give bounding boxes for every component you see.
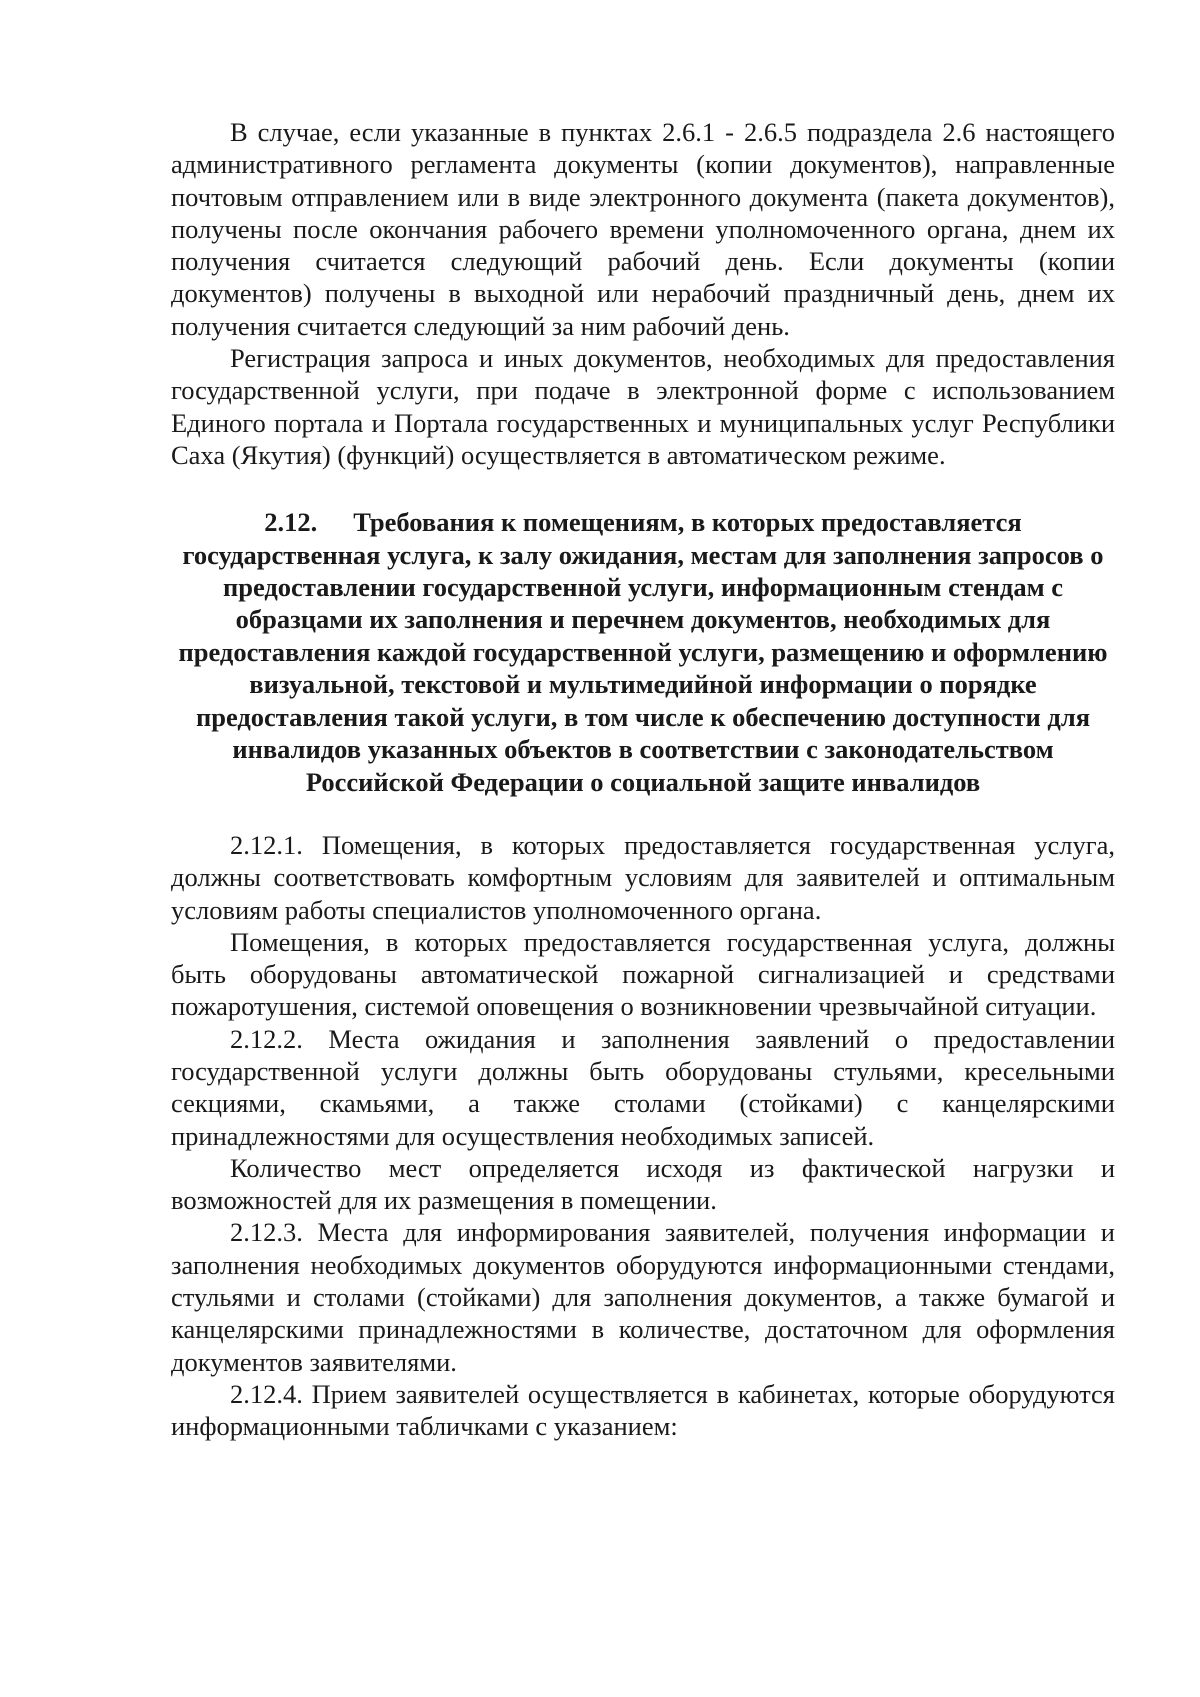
- paragraph-seat-count: Количество мест определяется исходя из фактической нагрузки и возможностей для их размещения в помещении.: [171, 1152, 1115, 1216]
- section-number: 2.12.: [264, 507, 318, 538]
- paragraph-fire-safety: Помещения, в которых предоставляется государственная услуга, должны быть оборудованы автоматической пожарной сигнализацией и средствами пожаротушения, системой оповещения о возникновении чрезвычайной ситуации.: [171, 926, 1115, 1022]
- document-body: [171, 116, 1115, 1443]
- paragraph-2-12-2: 2.12.2. Места ожидания и заполнения заявлений о предоставлении государственной услуги должны быть оборудованы стульями, кресельными секциями, скамьями, а также столами (стойками) с канцелярскими принадлежностями для осуществления необходимых записей.: [171, 1023, 1115, 1151]
- paragraph-2-12-3: 2.12.3. Места для информирования заявителей, получения информации и заполнения необходимых документов оборудуются информационными стендами, стульями и столами (стойками) для заполнения документов, а также бумагой и канцелярскими принадлежностями в количестве, достаточном для оформления документов заявителями.: [171, 1217, 1115, 1377]
- paragraph-2-12-4: 2.12.4. Прием заявителей осуществляется в кабинетах, которые оборудуются информационными табличками с указанием:: [171, 1378, 1115, 1442]
- paragraph-registration-deadline: В случае, если указанные в пунктах 2.6.1 - 2.6.5 подраздела 2.6 настоящего административного регламента документы (копии документов), направленные почтовым отправлением или в виде электронного документа (пакета документов), получены после окончания рабочего времени уполномоченного органа, днем их получения считается следующий рабочий день. Если документы (копии документов) получены в выходной или нерабочий праздничный день, днем их получения считается следующий за ним рабочий день.: [171, 117, 1115, 341]
- paragraph-electronic-registration: Регистрация запроса и иных документов, необходимых для предоставления государственной услуги, при подаче в электронной форме с использованием Единого портала и Портала государственных и муниципальных услуг Республики Саха (Якутия) (функций) осуществляется в автоматическом режиме.: [171, 343, 1115, 470]
- section-heading: [171, 506, 1115, 798]
- paragraph-2-12-1: 2.12.1. Помещения, в которых предоставляется государственная услуга, должны соответствовать комфортным условиям для заявителей и оптимальным условиям работы специалистов уполномоченного органа.: [171, 829, 1115, 925]
- section-title: Требования к помещениям, в которых предоставляется государственная услуга, к залу ожидания, местам для заполнения запросов о предоставлении государственной услуги, информационным стендам с образцами их заполнения и перечнем документов, необходимых для предоставления каждой государственной услуги, размещению и оформлению визуальной, текстовой и мультимедийной информации о порядке предоставления такой услуги, в том числе к обеспечению доступности для инвалидов указанных объектов в соответствии с законодательством Российской Федерации о социальной защите инвалидов: [178, 507, 1108, 797]
